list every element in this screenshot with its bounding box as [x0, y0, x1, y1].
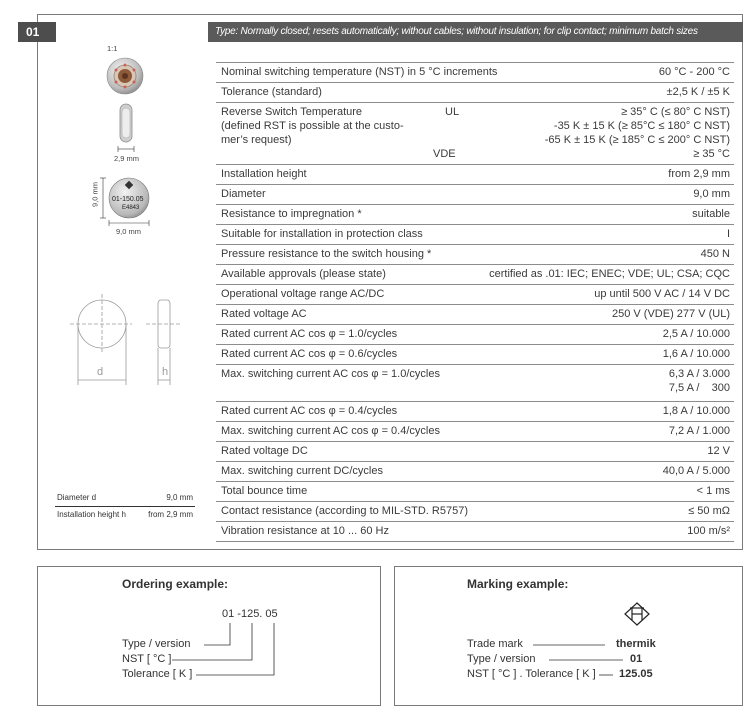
- spec-label: Pressure resistance to the switch housing *: [221, 248, 432, 260]
- spec-value: 1,6 A / 10.000: [662, 348, 730, 360]
- spec-value: certified as .01: IEC; ENEC; VDE; UL; CSA; CQC: [489, 268, 730, 280]
- diameter-dimension-line-horizontal: [107, 220, 151, 226]
- dimension-row: Installation height h from 2,9 mm: [57, 510, 193, 519]
- spec-value: from 2,9 mm: [668, 168, 730, 180]
- spec-row-reverse-switch-temperature: Reverse Switch Temperature (defined RST is possible at the custo- mer’s request) UL VDE ≥ 35° C (≤ 80° C NST) -35 K ± 15 K (≥ 85°C ≤ 180° C NST) -65 K ± 15 K (≥ 185° C ≤ 200° C NST) ≥ 35 °C: [216, 103, 734, 165]
- spec-row-max-switching-current-1: Max. switching current AC cos φ = 1.0/cycles 6,3 A / 3.000 7,5 A / 300: [216, 365, 734, 402]
- scale-label: 1:1: [107, 44, 118, 53]
- ordering-code: 01 -125. 05: [222, 608, 278, 620]
- diameter-label-vertical: 9,0 mm: [90, 182, 100, 208]
- spec-row: [216, 285, 734, 305]
- spec-label: Total bounce time: [221, 485, 308, 497]
- spec-row: [216, 502, 734, 522]
- type-description-bar: Type: Normally closed; resets automatically; without cables; without insulation; for clip contact; minimum batch sizes: [208, 22, 743, 42]
- spec-row: [216, 205, 734, 225]
- disc-marking-text-2: E4843: [122, 205, 140, 211]
- spec-row: [216, 245, 734, 265]
- width-dimension-line: [116, 146, 136, 152]
- marking-title: Marking example:: [467, 577, 569, 591]
- spec-row-nst: Nominal switching temperature (NST) in 5 °C increments 60 °C - 200 °C: [216, 62, 734, 83]
- marking-nst-tolerance-label: NST [ °C ] . Tolerance [ K ]: [467, 668, 596, 680]
- spec-value: ≤ 50 mΩ: [688, 505, 730, 517]
- spec-row: [216, 265, 734, 285]
- ordering-title: Ordering example:: [122, 577, 229, 591]
- spec-label: Max. switching current DC/cycles: [221, 465, 383, 477]
- disc-marking-text-1: 01-150.05: [112, 196, 144, 203]
- spec-label: Available approvals (please state): [221, 268, 386, 280]
- technical-sketch: [70, 290, 195, 390]
- spec-label: Installation height: [221, 168, 307, 180]
- marking-trade-value: thermik: [616, 638, 656, 650]
- spec-value: suitable: [692, 208, 730, 220]
- spec-row: [216, 422, 734, 442]
- spec-value: I: [726, 228, 730, 240]
- spec-row: [216, 325, 734, 345]
- marking-nst-tolerance-value: 125.05: [619, 668, 653, 680]
- spec-label: Rated current AC cos φ = 0.6/cycles: [221, 348, 398, 360]
- marking-example-box: [394, 566, 743, 706]
- spec-label: Rated current AC cos φ = 0.4/cycles: [221, 405, 398, 417]
- diameter-label-horizontal: 9,0 mm: [116, 227, 142, 236]
- spec-row: [216, 305, 734, 325]
- spec-row: [216, 165, 734, 185]
- marking-type-label: Type / version: [467, 653, 536, 665]
- spec-label: Suitable for installation in protection class: [221, 228, 423, 240]
- ordering-tolerance-label: Tolerance [ K ]: [122, 668, 193, 680]
- marking-type-value: 01: [630, 653, 643, 665]
- spec-row: [216, 462, 734, 482]
- spec-value: 12 V: [707, 445, 730, 457]
- spec-value: 2,5 A / 10.000: [662, 328, 730, 340]
- spec-value: 1,8 A / 10.000: [662, 405, 730, 417]
- spec-label: Rated current AC cos φ = 1.0/cycles: [221, 328, 398, 340]
- spec-value: 9,0 mm: [693, 188, 730, 200]
- spec-label: Rated voltage AC: [221, 308, 307, 320]
- spec-row: [216, 185, 734, 205]
- spec-row: [216, 482, 734, 502]
- sketch-label-d: d: [97, 366, 104, 378]
- dimension-row: Diameter d 9,0 mm: [55, 490, 195, 507]
- spec-label: Rated voltage DC: [221, 445, 308, 457]
- spec-label: Operational voltage range AC/DC: [221, 288, 385, 300]
- sketch-label-h: h: [162, 366, 169, 378]
- spec-label: Diameter: [221, 188, 266, 200]
- marking-trade-label: Trade mark: [467, 638, 523, 650]
- spec-label: Contact resistance (according to MIL-STD. R5757): [221, 505, 468, 517]
- spec-value: 100 m/s²: [687, 525, 730, 537]
- specification-table: [216, 62, 734, 542]
- spec-row: [216, 402, 734, 422]
- width-label: 2,9 mm: [114, 154, 140, 163]
- spec-row: [216, 442, 734, 462]
- spec-row: [216, 345, 734, 365]
- ordering-leader-lines: [38, 567, 382, 707]
- marking-leader-lines: [395, 567, 743, 707]
- ordering-example-box: [37, 566, 381, 706]
- diameter-dimension-line-vertical: [100, 176, 106, 220]
- disc-side-photo: [118, 102, 134, 144]
- ordering-type-label: Type / version: [122, 638, 191, 650]
- spec-value: < 1 ms: [696, 485, 730, 497]
- spec-value: 40,0 A / 5.000: [662, 465, 730, 477]
- spec-value: 450 N: [700, 248, 730, 260]
- spec-row-tolerance: Tolerance (standard) ±2,5 K / ±5 K: [216, 83, 734, 103]
- spec-value: 7,2 A / 1.000: [668, 425, 730, 437]
- spec-row: [216, 225, 734, 245]
- spec-value: 250 V (VDE) 277 V (UL): [612, 308, 730, 320]
- spec-value: up until 500 V AC / 14 V DC: [594, 288, 730, 300]
- type-number-tag: 01: [18, 22, 56, 42]
- spec-label: Resistance to impregnation *: [221, 208, 362, 220]
- spec-label: Vibration resistance at 10 ... 60 Hz: [221, 525, 389, 537]
- ordering-nst-label: NST [ °C ]: [122, 653, 172, 665]
- spec-row: [216, 522, 734, 542]
- dimensions-table: [55, 490, 195, 523]
- disc-top-photo: [103, 56, 147, 96]
- spec-label: Max. switching current AC cos φ = 0.4/cycles: [221, 425, 440, 437]
